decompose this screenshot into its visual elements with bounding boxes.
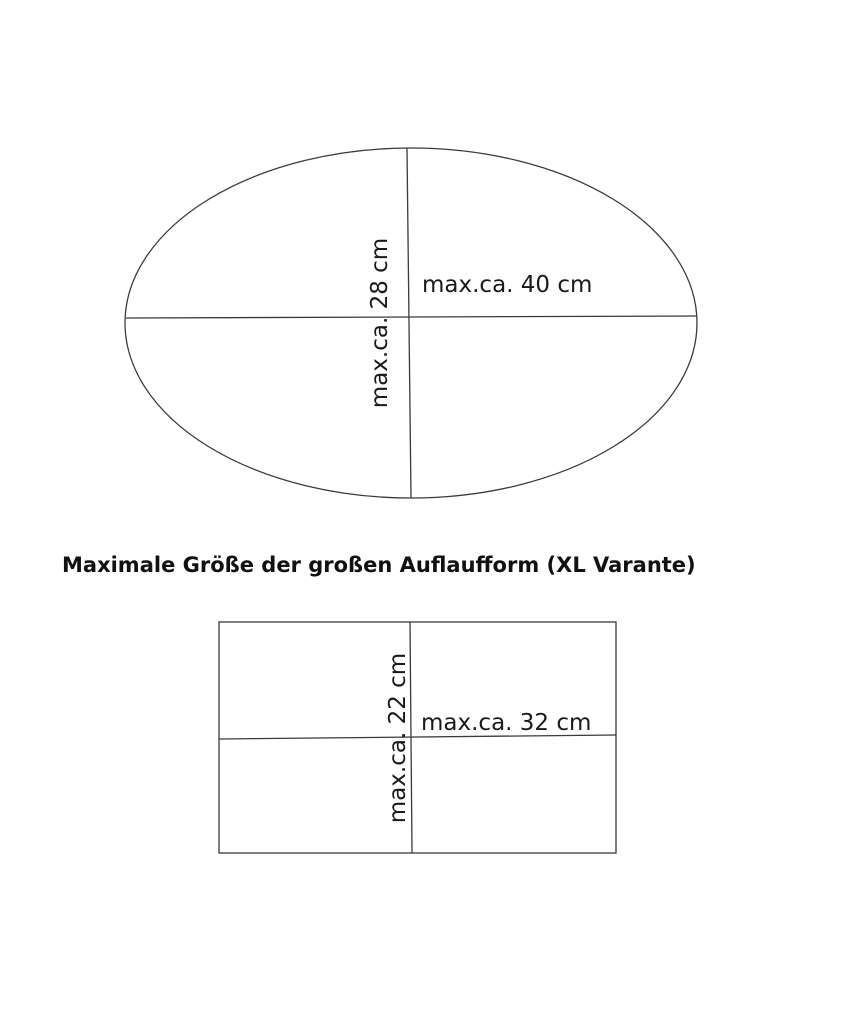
rect-height-label: max.ca. 22 cm: [385, 652, 411, 824]
oval-horizontal-axis: [126, 316, 697, 318]
rect-width-label: max.ca. 32 cm: [421, 710, 592, 736]
oval-width-label: max.ca. 40 cm: [422, 272, 593, 298]
rect-dish: [219, 622, 616, 853]
oval-dish: [125, 148, 697, 498]
oval-vertical-axis: [407, 148, 411, 498]
oval-height-label: max.ca. 28 cm: [367, 237, 393, 409]
caption: Maximale Größe der großen Auflaufform (XL Varante): [62, 553, 696, 577]
